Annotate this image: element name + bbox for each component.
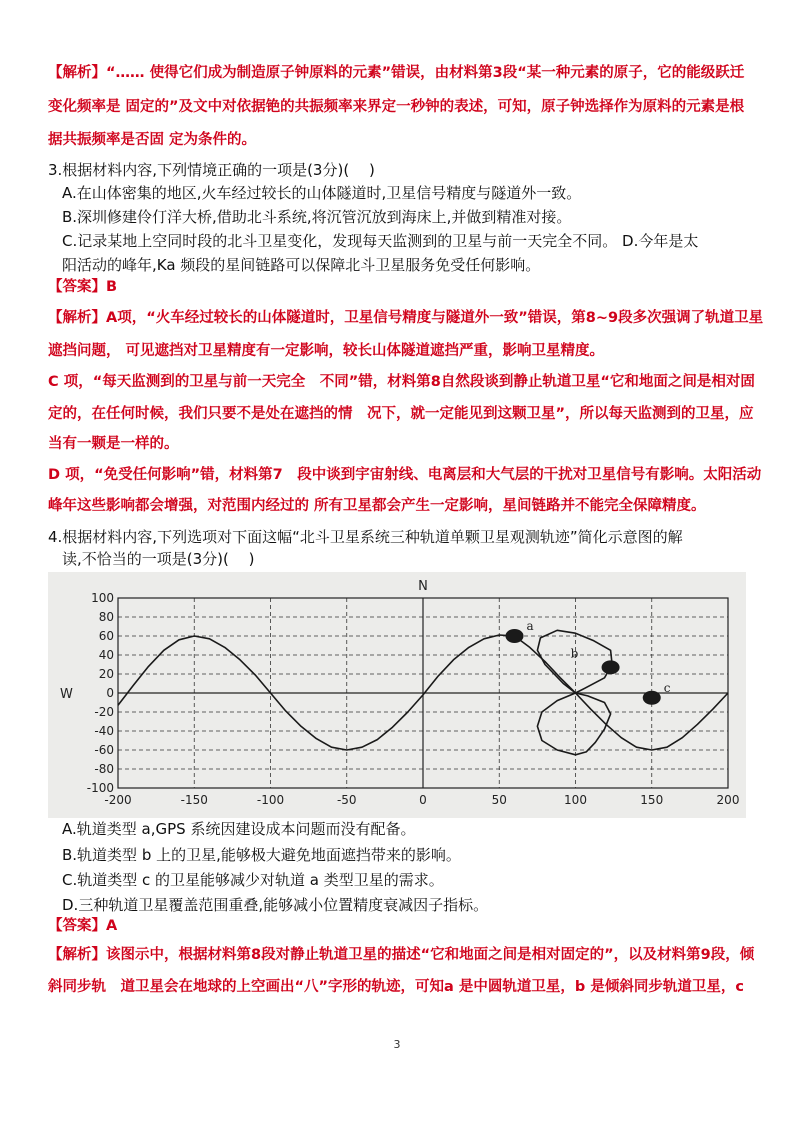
q4-option-c: C.轨道类型 c 的卫星能够减少对轨道 a 类型卫星的需求。 [62, 871, 444, 889]
x-tick-label: 150 [640, 793, 664, 807]
q3-analysis-line [48, 308, 763, 328]
answer-tag: 【答案】 [48, 279, 106, 295]
q4-analysis-line [48, 945, 754, 965]
satellite-marker-b [602, 660, 620, 674]
marker-label-a: a [526, 619, 534, 633]
analysis-text: A项，“火车经过较长的山体隧道时，卫星信号精度与隧道外一致”错误，第8~9段多次强调了轨道卫星 [106, 310, 764, 326]
x-tick-label: -200 [104, 793, 132, 807]
y-tick-label: 80 [98, 610, 114, 624]
satellite-marker-c [643, 691, 661, 705]
q3-analysis-line: C 项，“每天监测到的卫星与前一天完全 不同”错，材料第8自然段谈到静止轨道卫星“它和地面之间是相对固 [48, 374, 755, 390]
page-number: 3 [393, 1038, 401, 1051]
chart-background [48, 572, 746, 818]
analysis-line: 据共振频率是否固 定为条件的。 [48, 132, 257, 148]
x-tick-label: -150 [180, 793, 208, 807]
analysis-text: “…… 使得它们成为制造原子钟原料的元素”错误，由材料第3段“某一种元素的原子，它的能级跃迁 [106, 65, 745, 81]
q3-option-c-d: C.记录某地上空同时段的北斗卫星变化，发现每天监测到的卫星与前一天完全不同。 D.今年是太 [62, 232, 699, 250]
q3-option-d: 阳活动的峰年,Ka 频段的星间链路可以保障北斗卫星服务免受任何影响。 [62, 256, 541, 274]
y-tick-label: 20 [98, 667, 114, 681]
q4-analysis-line: 斜同步轨 道卫星会在地球的上空画出“八”字形的轨迹，可知a 是中圆轨道卫星，b 是倾斜同步轨道卫星，c [48, 979, 744, 995]
y-tick-label: -80 [94, 762, 114, 776]
q3-analysis-line: 定的，在任何时候，我们只要不是处在遮挡的情 况下，就一定能见到这颗卫星”，所以每天监测到的卫星，应 [48, 406, 754, 422]
q4-option-a: A.轨道类型 a,GPS 系统因建设成本问题而没有配备。 [62, 820, 416, 838]
q4-option-d: D.三种轨道卫星覆盖范围重叠,能够减小位置精度衰减因子指标。 [62, 896, 489, 914]
y-tick-label: 0 [106, 686, 114, 700]
question-4-stem: 读,不恰当的一项是(3分)( ) [62, 550, 255, 568]
orbit-track-chart [48, 572, 746, 818]
x-tick-label: -100 [256, 793, 285, 807]
q3-answer [48, 277, 117, 297]
q3-analysis-line: 遮挡问题， 可见遮挡对卫星精度有一定影响，较长山体隧道遮挡严重，影响卫星精度。 [48, 343, 605, 359]
x-tick-label: 100 [564, 793, 587, 807]
question-4-stem: 4.根据材料内容,下列选项对下面这幅“北斗卫星系统三种轨道单颗卫星观测轨迹”简化示意图的解 [48, 528, 683, 546]
q3-analysis-line: 当有一颗是一样的。 [48, 436, 179, 452]
y-tick-label: -40 [94, 724, 114, 738]
answer-value: A [106, 918, 118, 934]
y-tick-label: -60 [94, 743, 114, 757]
analysis-text: 该图示中，根据材料第8段对静止轨道卫星的描述“它和地面之间是相对固定的”，以及材料第9段，倾 [106, 947, 755, 963]
analysis-tag: 【解析】 [48, 310, 106, 326]
q3-analysis-line: 峰年这些影响都会增强，对范围内经过的 所有卫星都会产生一定影响，星间链路并不能完全保障精度。 [48, 498, 706, 514]
q3-option-a: A.在山体密集的地区,火车经过较长的山体隧道时,卫星信号精度与隧道外一致。 [62, 184, 582, 202]
x-tick-label: -50 [336, 793, 357, 807]
answer-value: B [106, 279, 118, 295]
analysis-tag: 【解析】 [48, 947, 106, 963]
y-tick-label: 100 [91, 591, 114, 605]
analysis-line [48, 63, 744, 83]
west-axis-label: W [60, 687, 73, 702]
question-3-stem: 3.根据材料内容,下列情境正确的一项是(3分)( ) [48, 161, 375, 179]
north-axis-label: N [418, 579, 428, 594]
marker-label-c: c [663, 680, 671, 695]
x-tick-label: 50 [491, 793, 507, 807]
marker-label-b: b [570, 646, 579, 661]
y-tick-label: -100 [86, 781, 114, 795]
q4-answer [48, 916, 117, 936]
y-tick-label: -20 [94, 705, 114, 719]
q4-option-b: B.轨道类型 b 上的卫星,能够极大避免地面遮挡带来的影响。 [62, 846, 461, 864]
y-tick-label: 60 [98, 629, 114, 643]
x-tick-label: 0 [419, 793, 427, 807]
q3-analysis-line: D 项，“免受任何影响”错，材料第7 段中谈到宇宙射线、电离层和大气层的干扰对卫星信号有影响。太阳活动 [48, 467, 762, 483]
analysis-line: 变化频率是 固定的”及文中对依据铯的共振频率来界定一秒钟的表述，可知，原子钟选择作为原料的元素是根 [48, 99, 745, 115]
satellite-marker-a [506, 629, 524, 643]
answer-tag: 【答案】 [48, 918, 106, 934]
y-tick-label: 40 [98, 648, 114, 662]
q3-option-b: B.深圳修建伶仃洋大桥,借助北斗系统,将沉管沉放到海床上,并做到精准对接。 [62, 208, 572, 226]
x-tick-label: 200 [716, 793, 740, 807]
analysis-tag: 【解析】 [48, 65, 106, 81]
